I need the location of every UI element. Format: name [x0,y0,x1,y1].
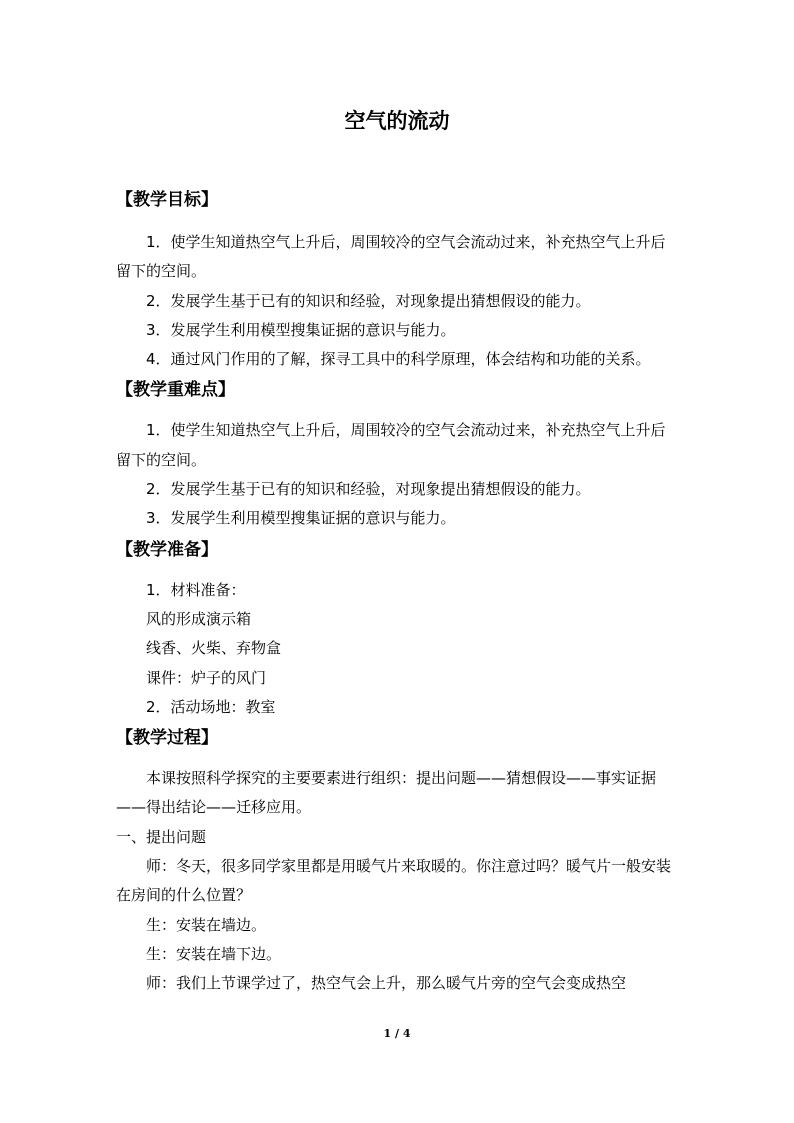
dialogue-line: 生：安装在墙边。 [146,915,267,934]
goal-item: 1．使学生知道热空气上升后，周围较冷的空气会流动过来，补充热空气上升后留下的空间。 [116,233,666,281]
heading-goals: 【教学目标】 [116,190,218,210]
process-subheading: 一、提出问题 [116,827,207,846]
heading-process: 【教学过程】 [116,728,218,749]
dialogue-line: 师：我们上节课学过了，热空气会上升，那么暖气片旁的空气会变成热空 [146,974,627,993]
process-intro: 本课按照科学探究的主要要素进行组织：提出问题——猜想假设——事实证据——得出结论——迁移应用。 [116,769,657,817]
prep-item: 课件：炉子的风门 [146,668,267,687]
document-body [116,184,672,999]
heading-keypoints: 【教学重难点】 [116,380,235,401]
keypoint-item: 3．发展学生利用模型搜集证据的意识与能力。 [146,509,456,528]
prep-item: 线香、火柴、弃物盒 [146,639,282,658]
goal-item: 2．发展学生基于已有的知识和经验，对现象提出猜想假设的能力。 [146,291,591,310]
goal-item: 3．发展学生利用模型搜集证据的意识与能力。 [146,320,456,339]
keypoint-item: 1．使学生知道热空气上升后，周围较冷的空气会流动过来，补充热空气上升后留下的空间。 [116,421,666,469]
prep-item: 2．活动场地：教室 [146,697,276,716]
prep-item: 风的形成演示箱 [146,609,252,628]
heading-prep: 【教学准备】 [116,539,218,560]
page-number: 1 / 4 [383,1027,411,1040]
dialogue-line: 师：冬天，很多同学家里都是用暖气片来取暖的。你注意过吗？暖气片一般安装在房间的什么位置？ [116,857,672,905]
dialogue-line: 生：安装在墙下边。 [146,944,282,963]
keypoint-item: 2．发展学生基于已有的知识和经验，对现象提出猜想假设的能力。 [146,480,591,499]
goal-item: 4．通过风门作用的了解，探寻工具中的科学原理，体会结构和功能的关系。 [146,350,651,369]
document-title: 空气的流动 [344,108,450,133]
prep-item: 1．材料准备： [146,580,246,599]
